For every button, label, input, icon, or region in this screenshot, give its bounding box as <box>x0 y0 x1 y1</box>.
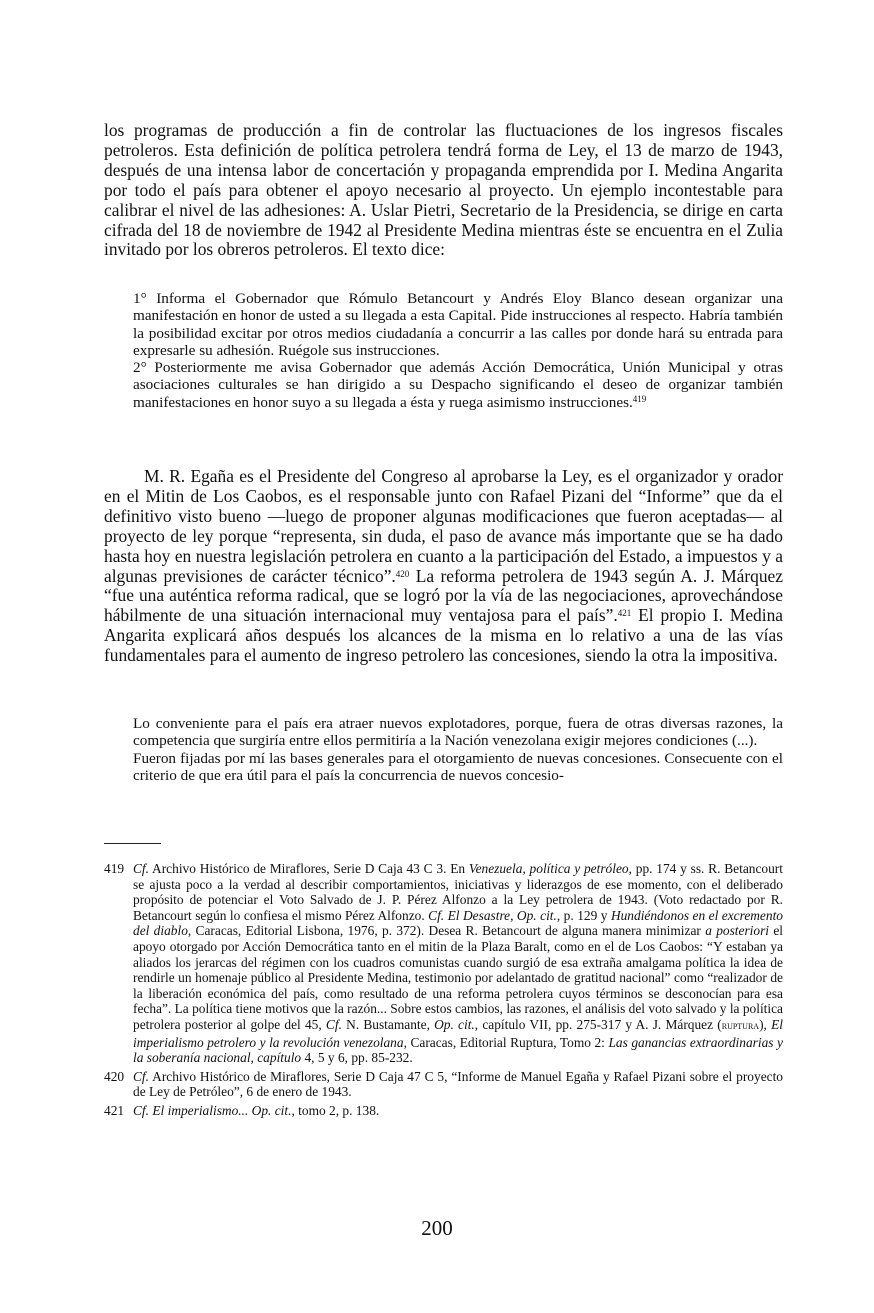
quote-2-line-1: Lo conveniente para el país era atraer nuevos explotadores, porque, fuera de otras diversas razones, la competencia que surgiría entre ellos permitiría a la Nación venezolana exigir mejores condiciones (...). <box>133 715 783 750</box>
body-paragraph-1: los programas de producción a fin de controlar las fluctuaciones de los ingresos fiscales petroleros. Esta definición de política petrolera tendrá forma de Ley, el 13 de marzo de 1943, después de una intensa labor de concertación y propaganda emprendida por I. Medina Angarita por todo el país para obtener el apoyo necesario al proyecto. Un ejemplo incontestable para calibrar el nivel de las adhesiones: A. Uslar Pietri, Secretario de la Presidencia, se dirige en carta cifrada del 18 de noviembre de 1942 al Presidente Medina mientras éste se encuentra en el Zulia invitado por los obreros petroleros. El texto dice: <box>104 120 783 260</box>
footnote-ref-419[interactable]: 419 <box>632 393 647 404</box>
text-run: , tomo 2, p. 138. <box>291 1102 380 1118</box>
paragraph-2-part-1: M. R. Egaña es el Presidente del Congreso al aprobarse la Ley, es el organizador y orador en el Mitin de Los Caobos, es el responsable junto con Rafael Pizani del “Informe” que da el definitivo visto bueno —luego de proponer algunas modificaciones que fueron aceptadas— al proyecto de ley porque “representa, sin duda, el paso de avance más importante que se ha dado hasta hoy en nuestra legislación petrolera en cuanto a la participación del Estado, a impuestos y a algunas previsiones de carácter técnico”. <box>104 466 783 586</box>
footnote-ref-420[interactable]: 420 <box>395 568 410 579</box>
footnote-text <box>133 1103 783 1119</box>
italic-text: Venezuela, política y petróleo <box>468 861 629 876</box>
footnote-number: 420 <box>104 1068 125 1084</box>
text-run: , Caracas, Editorial Lisbona, 1976, p. 372). Desea R. Betancourt de alguna manera minimizar <box>187 923 706 939</box>
block-quote-telegram <box>133 290 783 411</box>
paragraph-2-part-2: La reforma petrolera de 1943 según A. J. Márquez “fue una auténtica reforma radical, que se logró por la vía de las negociaciones, aprovechándose hábilmente de una situación internacional muy ventajosa para el país”. <box>104 565 783 626</box>
italic-text: El imperialismo petrolero y la revolución venezolana <box>133 1016 783 1050</box>
body-paragraph-2 <box>104 467 783 666</box>
footnote-ref-421[interactable]: 421 <box>617 608 632 619</box>
quote-item-2 <box>133 359 783 411</box>
italic-text: Las ganancias extraordinarias y la soberanía nacional, capítulo <box>133 1034 783 1066</box>
quote-item-1: 1° Informa el Gobernador que Rómulo Betancourt y Andrés Eloy Blanco desean organizar una manifestación en honor de usted a su llegada a esta Capital. Pide instrucciones al respecto. Habría también la posibilidad excitar por otros medios ciudadanía a concurrir a las calles por donde hará su entrada para expresarle su adhesión. Ruégole sus instrucciones. <box>133 290 783 359</box>
page-number: 200 <box>421 1216 453 1240</box>
text-run: Archivo Histórico de Miraflores, Serie D Caja 43 C 3. En <box>149 861 469 876</box>
footnote-number: 419 <box>104 861 125 876</box>
footnotes-section <box>104 861 783 1122</box>
italic-text: Cf. <box>133 1068 149 1084</box>
block-quote-medina <box>133 715 783 784</box>
text-run: el apoyo otorgado por Acción Democrática tanto en el mitin de la Plaza Baralt, como en el de Los Caobos: “Y estaban ya aliados los jerarcas del régimen con los cuadros comunistas cuando surgió de esa extraña amalgama política la idea de rendirle un homenaje público al Presidente Medina, testimonio por adelantado de gratitud nacional” como “realizador de la liberación económica del país, como resultado de una reforma petrolera cuyos términos se desconocían para esa fecha”. La política tiene motivos que la razón... Sobre estos cambios, las razones, el análisis del voto salvado y la política petrolera posterior al golpe del 45, <box>133 923 783 1032</box>
text-run: , capítulo VII, pp. 275-317 y A. J. Márquez ( <box>474 1016 722 1032</box>
footnote-text <box>133 1069 783 1100</box>
quote-2-line-2: Fueron fijadas por mí las bases generales para el otorgamiento de nuevas concesiones. Consecuente con el criterio de que era útil para el país la concurrencia de nuevos concesio- <box>133 749 783 784</box>
text-run: N. Bustamante, <box>341 1016 435 1032</box>
text-run: , Caracas, Editorial Ruptura, Tomo 2: <box>403 1034 609 1050</box>
footnote-420 <box>104 1069 783 1100</box>
footnote-divider <box>104 843 161 844</box>
italic-text: Cf. El imperialismo... Op. cit. <box>133 1102 292 1118</box>
text-run: Archivo Histórico de Miraflores, Serie D Caja 47 C 5, “Informe de Manuel Egaña y Rafael Pizani sobre el proyecto de Ley de Petróleo”, 6 de enero de 1943. <box>133 1068 783 1100</box>
italic-text: Cf. <box>325 1016 342 1032</box>
footnote-419 <box>104 861 783 1066</box>
paragraph-2-part-3: El propio I. Medina Angarita explicará años después los alcances de la misma en lo relativo a una de las vías fundamentales para el aumento de ingreso petrolero las concesiones, siendo la otra la impositiva. <box>104 605 783 666</box>
text-run: 4, 5 y 6, pp. 85-232. <box>301 1050 413 1066</box>
quote-item-2-text: 2° Posteriormente me avisa Gobernador que además Acción Democrática, Unión Municipal y otras asociaciones culturales se han dirigido a su Despacho significando el deseo de organizar también manifestaciones en honor suyo a su llegada a ésta y ruega asimismo instrucciones. <box>133 359 783 411</box>
italic-text: Hundiéndonos en el excremento del diablo <box>133 907 783 939</box>
italic-text: Cf. <box>133 861 149 876</box>
italic-text: Op. cit. <box>434 1016 475 1032</box>
footnote-text <box>133 861 783 1066</box>
italic-text: Cf. El Desastre, Op. cit. <box>428 907 557 923</box>
italic-text: a posteriori <box>705 923 770 939</box>
footnote-number: 421 <box>104 1102 125 1118</box>
footnote-421 <box>104 1103 783 1119</box>
text-run: , pp. 174 y ss. R. Betancourt se ajusta poco a la verdad al describir comportamientos, iniciativas y liderazgos de ese momento, con el deliberado propósito de potenciar el Voto Salvado de J. P. Pérez Alfonzo a la Ley petrolera de 1943. (Voto redactado por R. Betancourt según lo confiesa el mismo Pérez Alfonzo. <box>133 861 783 923</box>
text-run: ruptura <box>721 1019 760 1032</box>
text-run: ), <box>759 1016 772 1032</box>
text-run: , p. 129 y <box>556 907 611 923</box>
